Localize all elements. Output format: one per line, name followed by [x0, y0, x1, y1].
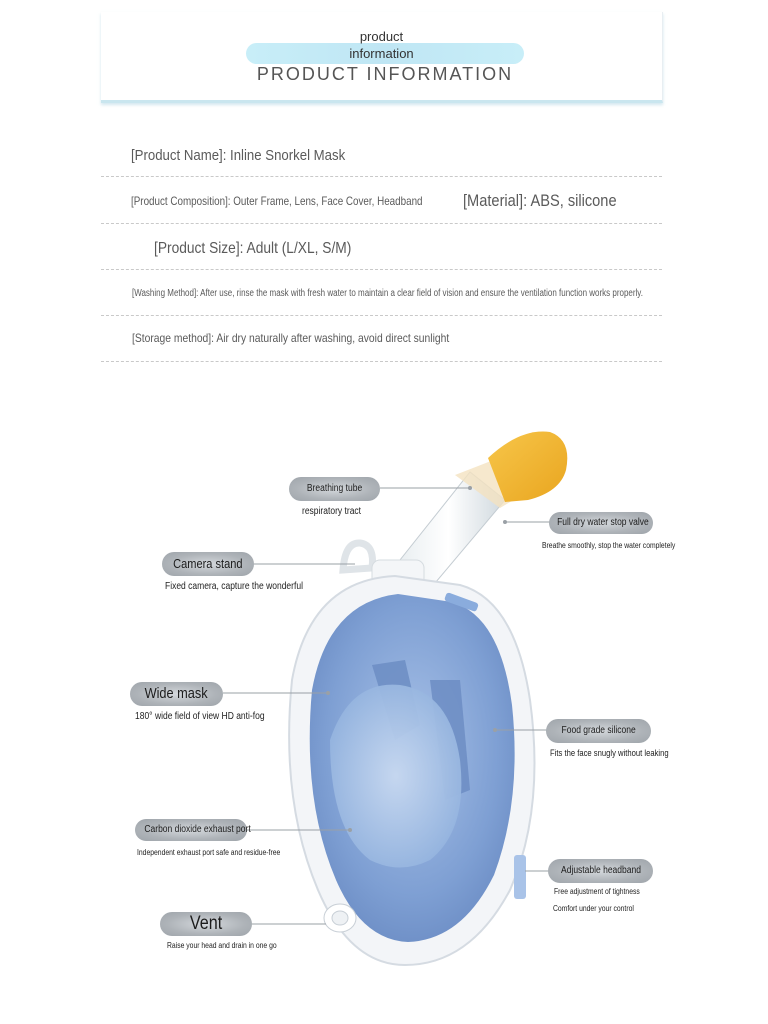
product-size: [Product Size]: Adult (L/XL, S/M)	[154, 240, 352, 257]
product-diagram	[0, 380, 768, 1024]
storage-method: [Storage method]: Air dry naturally after washing, avoid direct sunlight	[132, 331, 450, 345]
header-small-line1: product	[359, 29, 404, 44]
label-vent: Vent	[160, 912, 252, 936]
label-dry-valve: Full dry water stop valve	[549, 512, 653, 534]
divider	[101, 223, 662, 224]
desc-headband-1: Free adjustment of tightness	[554, 887, 640, 896]
product-name: [Product Name]: Inline Snorkel Mask	[131, 147, 346, 164]
mask-body-graphic	[289, 576, 534, 965]
divider	[101, 315, 662, 316]
desc-dry-valve: Breathe smoothly, stop the water completely	[542, 541, 676, 550]
label-breathing-tube: Breathing tube	[289, 477, 380, 501]
desc-co2-exhaust-port: Independent exhaust port safe and residue-free	[137, 848, 281, 857]
divider	[101, 269, 662, 270]
desc-vent: Raise your head and drain in one go	[167, 941, 277, 950]
label-adjustable-headband: Adjustable headband	[548, 859, 653, 883]
divider	[101, 176, 662, 177]
label-food-grade-silicone: Food grade silicone	[546, 719, 651, 743]
header-small-line2: information	[349, 46, 414, 61]
snorkel-mask-illustration	[0, 380, 768, 1024]
product-material: [Material]: ABS, silicone	[463, 191, 617, 210]
label-camera-stand: Camera stand	[162, 552, 254, 576]
divider	[101, 361, 662, 362]
desc-wide-mask: 180° wide field of view HD anti-fog	[135, 711, 265, 722]
breathing-tube-graphic	[343, 432, 567, 595]
product-composition: [Product Composition]: Outer Frame, Lens, Face Cover, Headband	[131, 194, 423, 208]
label-wide-mask: Wide mask	[130, 682, 223, 706]
label-co2-exhaust-port: Carbon dioxide exhaust port	[135, 819, 247, 841]
desc-headband-2: Comfort under your control	[553, 904, 634, 913]
desc-food-grade-silicone: Fits the face snugly without leaking	[550, 748, 669, 758]
header-card	[101, 12, 663, 103]
desc-camera-stand: Fixed camera, capture the wonderful	[165, 581, 303, 592]
page-title: PRODUCT INFORMATION	[256, 64, 514, 84]
desc-breathing-tube: respiratory tract	[302, 506, 362, 517]
washing-method: [Washing Method]: After use, rinse the mask with fresh water to maintain a clear field of vision and ensure the ventilation function works properly.	[132, 288, 643, 299]
